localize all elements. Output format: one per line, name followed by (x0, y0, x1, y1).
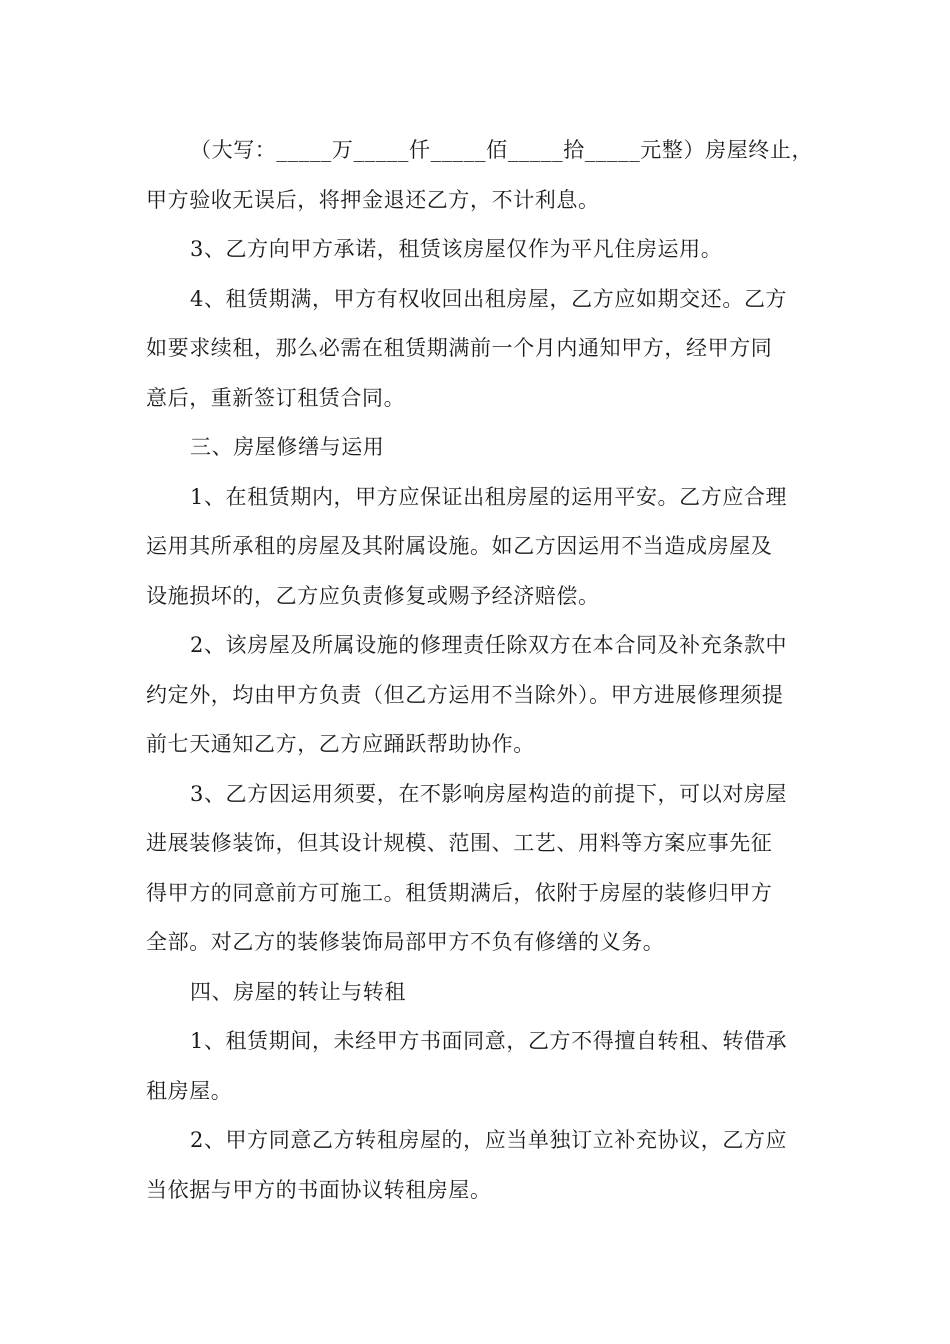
text-line: 进展装修装饰，但其设计规模、范围、工艺、用料等方案应事先征 (146, 831, 773, 855)
section-heading-text: 三、房屋修缮与运用 (190, 435, 385, 459)
text-line: 得甲方的同意前方可施工。租赁期满后，依附于房屋的装修归甲方 (146, 880, 773, 905)
paragraph-deposit-return (146, 126, 814, 225)
text-line: 1、在租赁期内，甲方应保证出租房屋的运用平安。乙方应合理 (190, 484, 788, 509)
text-line: 2、该房屋及所属设施的修理责任除双方在本合同及补充条款中 (190, 633, 788, 657)
text-line: 1、租赁期间，未经甲方书面同意，乙方不得擅自转租、转借承 (190, 1029, 788, 1053)
text-line: 约定外，均由甲方负责（但乙方运用不当除外）。甲方进展修理须提 (146, 682, 784, 707)
text-line: 2、甲方同意乙方转租房屋的，应当单独订立补充协议，乙方应 (190, 1128, 788, 1152)
paragraph-section3-clause-1 (146, 473, 806, 622)
paragraph-section3-clause-2 (146, 621, 806, 770)
text-line: 如要求续租，那么必需在租赁期满前一个月内通知甲方，经甲方同 (146, 336, 773, 360)
section-heading-4 (146, 968, 806, 1018)
paragraph-section4-clause-1 (146, 1017, 806, 1116)
paragraph-clause-3-residential-use (146, 225, 806, 275)
text-line: 3、乙方向甲方承诺，租赁该房屋仅作为平凡住房运用。 (190, 237, 723, 261)
text-line: 4、租赁期满，甲方有权收回出租房屋，乙方应如期交还。乙方 (190, 286, 788, 311)
text-line: 设施损坏的，乙方应负责修复或赐予经济赔偿。 (146, 583, 600, 608)
paragraph-clause-4-lease-expiry (146, 275, 806, 424)
text-line: （大写：_____万_____仟_____佰_____拾_____元整）房屋终止， (190, 138, 814, 162)
section-heading-3 (146, 423, 806, 473)
paragraph-section4-clause-2 (146, 1116, 806, 1215)
text-line: 当依据与甲方的书面协议转租房屋。 (146, 1177, 492, 1202)
text-line: 意后，重新签订租赁合同。 (146, 385, 406, 410)
text-line: 甲方验收无误后，将押金退还乙方，不计利息。 (146, 187, 600, 212)
paragraph-section3-clause-3 (146, 770, 806, 968)
text-line: 租房屋。 (146, 1078, 233, 1103)
document-body (146, 126, 814, 1215)
text-line: 运用其所承租的房屋及其附属设施。如乙方因运用不当造成房屋及 (146, 534, 773, 558)
section-heading-text: 四、房屋的转让与转租 (190, 979, 406, 1004)
text-line: 全部。对乙方的装修装饰局部甲方不负有修缮的义务。 (146, 930, 665, 954)
text-line: 前七天通知乙方，乙方应踊跃帮助协作。 (146, 732, 535, 756)
text-line: 3、乙方因运用须要，在不影响房屋构造的前提下，可以对房屋 (190, 781, 788, 806)
